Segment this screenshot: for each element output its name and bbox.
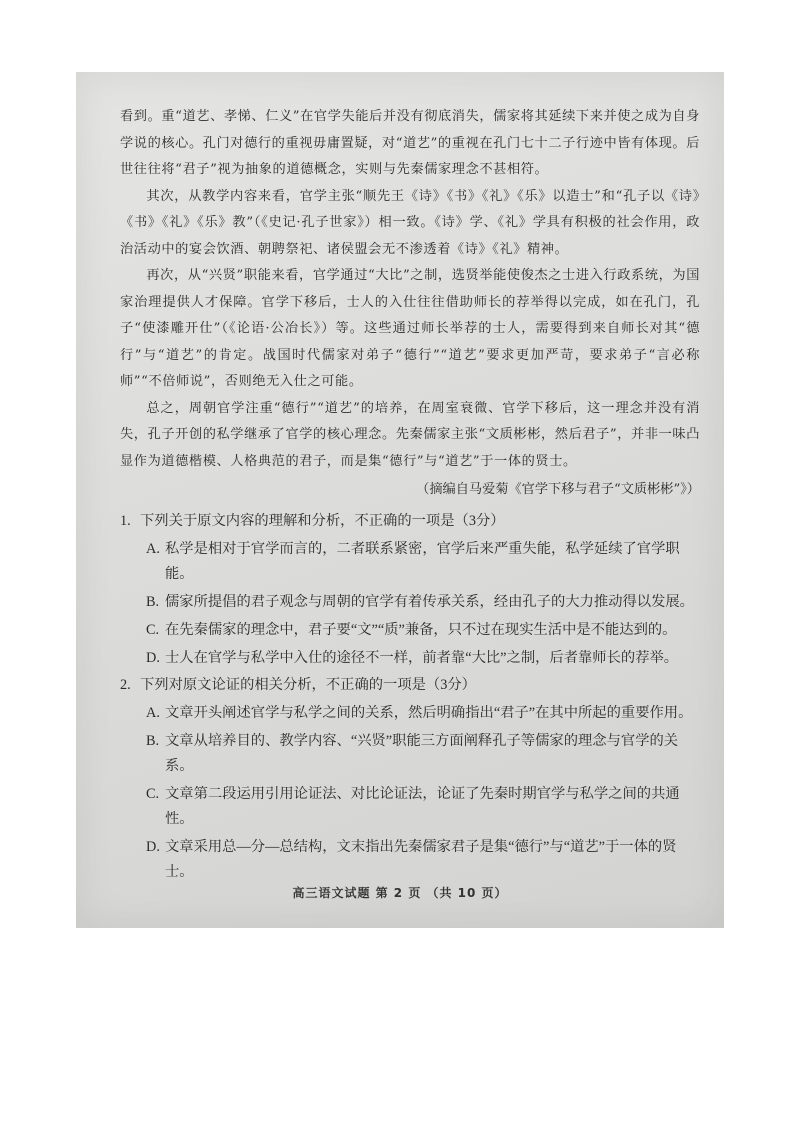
page-footer: 高三语文试题 第 2 页 （共 10 页）	[292, 886, 508, 900]
option-text: 文章从培养目的、教学内容、“兴贤”职能三方面阐释孔子等儒家的理念与官学的关系。	[165, 733, 679, 774]
page-content	[120, 104, 700, 885]
option-letter: C.	[146, 622, 160, 638]
option-2b	[120, 729, 700, 779]
option-2a	[120, 701, 700, 726]
question-number: 1.	[120, 513, 131, 529]
passage-paragraph-2: 其次，从教学内容来看，官学主张“顺先王《诗》《书》《礼》《乐》以造士”和“孔子以《诗》《书》《礼》《乐》教”（《史记·孔子世家》）相一致。《诗》学、《礼》学具有积极的社会作用，政治活动中的宴会饮酒、朝聘祭祀、诸侯盟会无不渗透着《诗》《礼》精神。	[120, 188, 700, 257]
option-1b	[120, 590, 700, 615]
option-letter: A.	[146, 541, 160, 557]
document-photo	[76, 72, 724, 928]
question-1	[120, 509, 700, 671]
option-text: 文章开头阐述官学与私学之间的关系，然后明确指出“君子”在其中所起的重要作用。	[165, 705, 693, 721]
option-letter: B.	[146, 594, 160, 610]
option-1c	[120, 618, 700, 643]
option-letter: C.	[146, 786, 160, 802]
option-2d	[120, 835, 700, 885]
question-number: 2.	[120, 677, 131, 693]
option-letter: D.	[146, 650, 160, 666]
passage-paragraph-4: 总之，周朝官学注重“德行”“道艺”的培养，在周室衰微、官学下移后，这一理念并没有消失，孔子开创的私学继承了官学的核心理念。先秦儒家主张“文质彬彬，然后君子”，并非一味凸显作为道德楷模、人格典范的君子，而是集“德行”与“道艺”于一体的贤士。	[120, 400, 700, 469]
passage-paragraph-3: 再次，从“兴贤”职能来看，官学通过“大比”之制，选贤举能使俊杰之士进入行政系统，为国家治理提供人才保障。官学下移后，士人的入仕往往借助师长的荐举得以完成，如在孔门，孔子“使漆雕开仕”（《论语·公冶长》）等。这些通过师长举荐的士人，需要得到来自师长对其“德行”与“道艺”的肯定。战国时代儒家对弟子“德行”“道艺”要求更加严苛，要求弟子“言必称师”“不倍师说”，否则绝无入仕之可能。	[120, 268, 700, 389]
option-text: 儒家所提倡的君子观念与周朝的官学有着传承关系，经由孔子的大力推动得以发展。	[165, 594, 694, 610]
question-1-stem	[120, 509, 700, 534]
option-2c	[120, 782, 700, 832]
option-1a	[120, 537, 700, 587]
option-text: 士人在官学与私学中入仕的途径不一样，前者靠“大比”之制，后者靠师长的荐举。	[165, 650, 679, 666]
option-text: 文章第二段运用引用论证法、对比论证法，论证了先秦时期官学与私学之间的共通性。	[165, 786, 680, 827]
question-text: 下列对原文论证的相关分析，不正确的一项是（3分）	[140, 677, 476, 693]
option-letter: B.	[146, 733, 160, 749]
passage-source: （摘编自马爱菊《官学下移与君子“文质彬彬”》）	[416, 482, 700, 497]
passage-paragraph-1: 看到。重“道艺、孝悌、仁义”在官学失能后并没有彻底消失，儒家将其延续下来并使之成为自身学说的核心。孔门对德行的重视毋庸置疑，对“道艺”的重视在孔门七十二子行迹中皆有体现。后世往往将“君子”视为抽象的道德概念，实则与先秦儒家理念不甚相符。	[120, 109, 700, 177]
option-text: 在先秦儒家的理念中，君子要“文”“质”兼备，只不过在现实生活中是不能达到的。	[165, 622, 677, 638]
question-text: 下列关于原文内容的理解和分析，不正确的一项是（3分）	[140, 513, 505, 529]
option-text: 文章采用总—分—总结构，文末指出先秦儒家君子是集“德行”与“道艺”于一体的贤士。	[165, 839, 677, 880]
option-letter: D.	[146, 839, 160, 855]
question-2-stem	[120, 673, 700, 698]
question-2	[120, 673, 700, 885]
option-1d	[120, 646, 700, 671]
option-letter: A.	[146, 705, 160, 721]
option-text: 私学是相对于官学而言的，二者联系紧密，官学后来严重失能，私学延续了官学职能。	[165, 541, 680, 582]
passage	[120, 104, 700, 503]
